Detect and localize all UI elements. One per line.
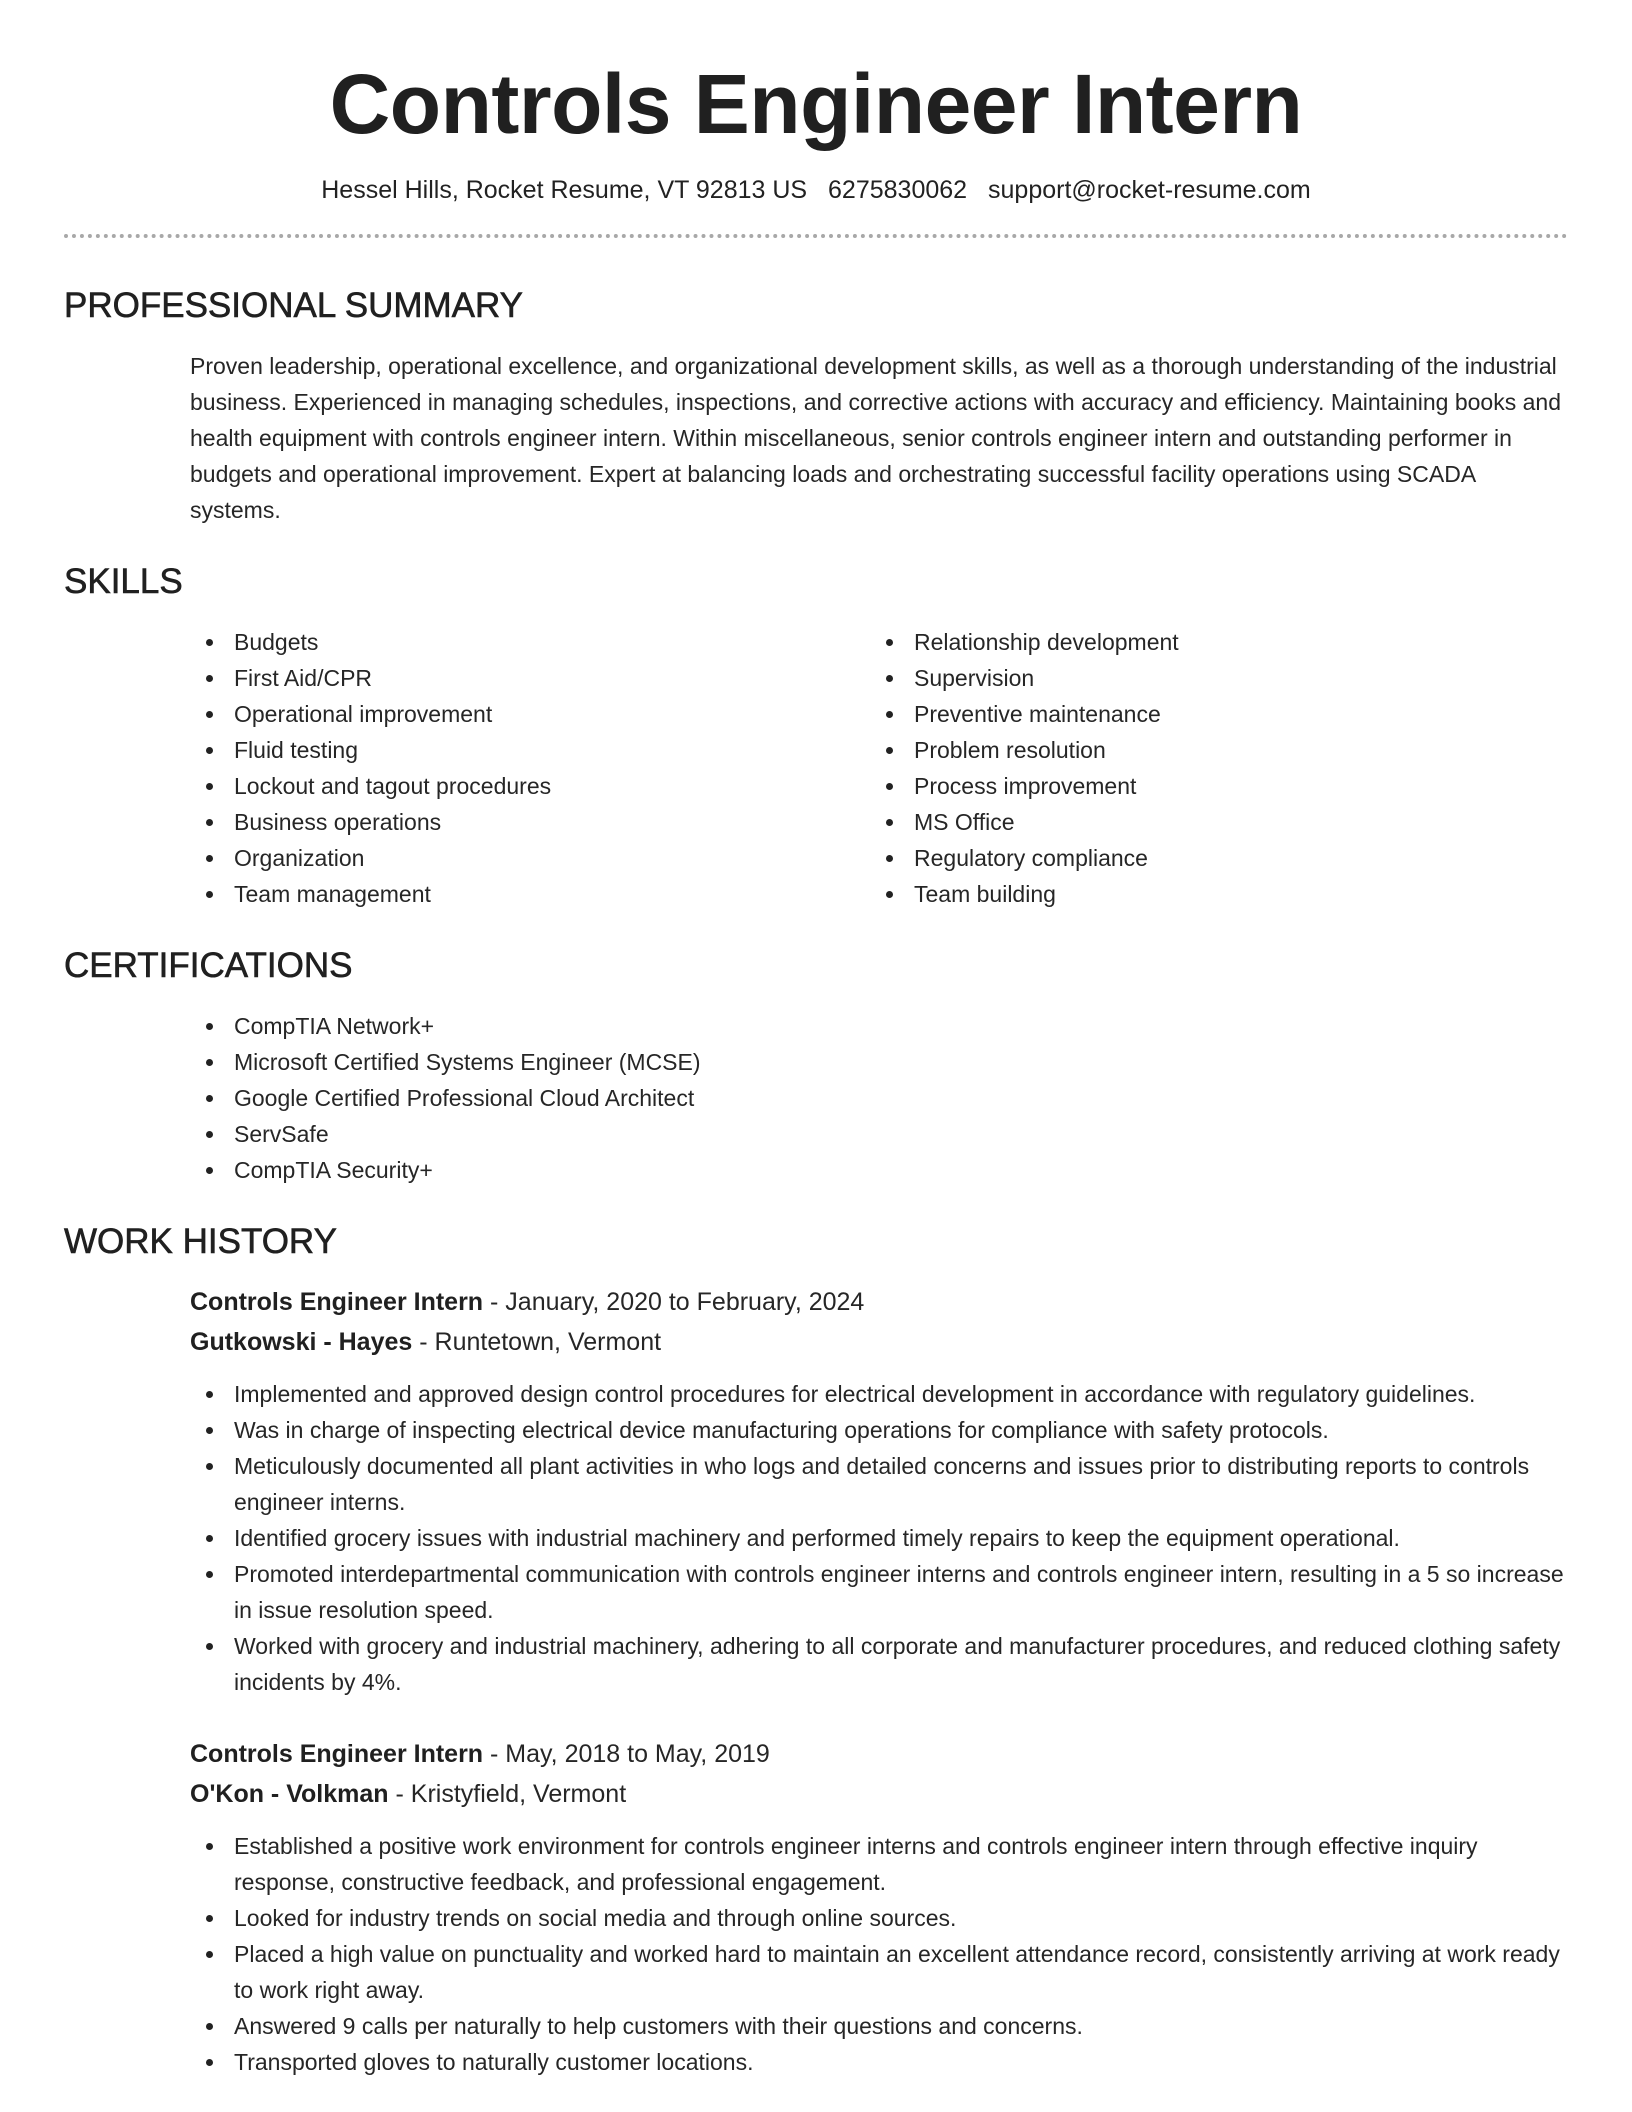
skill-item: Supervision	[870, 660, 1550, 696]
job-bullet: Transported gloves to naturally customer locations.	[190, 2044, 1568, 2080]
certification-item: CompTIA Security+	[190, 1152, 1568, 1188]
job-bullets	[190, 1828, 1568, 2080]
job-location: - Runtetown, Vermont	[412, 1328, 662, 1356]
summary-heading: PROFESSIONAL SUMMARY	[64, 286, 523, 325]
contact-line	[64, 174, 1568, 206]
skills-heading: SKILLS	[64, 562, 183, 601]
job-company: Gutkowski - Hayes	[190, 1328, 413, 1356]
skills-grid	[190, 624, 1568, 912]
job-title: Controls Engineer Intern	[190, 1288, 484, 1316]
job-title-line	[190, 1282, 1568, 1322]
skill-item: Budgets	[190, 624, 870, 660]
certification-item: Google Certified Professional Cloud Architect	[190, 1080, 1568, 1116]
contact-phone: 6275830062	[828, 176, 968, 204]
skill-item: Business operations	[190, 804, 870, 840]
job-bullet: Meticulously documented all plant activities in who logs and detailed concerns and issues prior to distributing reports to controls engineer interns.	[190, 1448, 1568, 1520]
job-location: - Kristyfield, Vermont	[388, 1780, 627, 1808]
skills-column-right	[870, 624, 1550, 912]
contact-address: Hessel Hills, Rocket Resume, VT 92813 US	[321, 176, 808, 204]
skills-column-left	[190, 624, 870, 912]
job-dates: - January, 2020 to February, 2024	[483, 1288, 865, 1316]
skill-item: Lockout and tagout procedures	[190, 768, 870, 804]
certification-item: Microsoft Certified Systems Engineer (MCSE)	[190, 1044, 1568, 1080]
job-bullet: Was in charge of inspecting electrical device manufacturing operations for compliance with safety protocols.	[190, 1412, 1568, 1448]
contact-email: support@rocket-resume.com	[988, 176, 1311, 204]
summary-text: Proven leadership, operational excellence, and organizational development skills, as well as a thorough understanding of the industrial business. Experienced in managing schedules, inspections, and corrective actions with accuracy and efficiency. Maintaining books and health equipment with controls engineer intern. Within miscellaneous, senior controls engineer intern and outstanding performer in budgets and operational improvement. Expert at balancing loads and orchestrating successful facility operations using SCADA systems.	[190, 353, 1561, 523]
skill-item: Team management	[190, 876, 870, 912]
job-entry	[190, 1734, 1568, 2080]
skill-item: Process improvement	[870, 768, 1550, 804]
certification-item: CompTIA Network+	[190, 1008, 1568, 1044]
job-bullet: Worked with grocery and industrial machinery, adhering to all corporate and manufacturer procedures, and reduced clothing safety incidents by 4%.	[190, 1628, 1568, 1700]
skill-item: Organization	[190, 840, 870, 876]
certifications-heading: CERTIFICATIONS	[64, 946, 353, 985]
skill-item: Relationship development	[870, 624, 1550, 660]
job-bullet: Identified grocery issues with industrial machinery and performed timely repairs to keep the equipment operational.	[190, 1520, 1568, 1556]
skill-item: First Aid/CPR	[190, 660, 870, 696]
skill-item: Regulatory compliance	[870, 840, 1550, 876]
job-bullet: Implemented and approved design control procedures for electrical development in accordance with regulatory guidelines.	[190, 1376, 1568, 1412]
skill-item: Problem resolution	[870, 732, 1550, 768]
job-title-line	[190, 1734, 1568, 1774]
job-bullet: Placed a high value on punctuality and worked hard to maintain an excellent attendance record, consistently arriving at work ready to work right away.	[190, 1936, 1568, 2008]
skill-item: Preventive maintenance	[870, 696, 1550, 732]
job-bullet: Answered 9 calls per naturally to help customers with their questions and concerns.	[190, 2008, 1568, 2044]
skill-item: Team building	[870, 876, 1550, 912]
job-dates: - May, 2018 to May, 2019	[483, 1740, 770, 1768]
job-company-line	[190, 1774, 1568, 1814]
work-history-heading: WORK HISTORY	[64, 1222, 337, 1261]
job-bullet: Established a positive work environment for controls engineer interns and controls engineer intern through effective inquiry response, constructive feedback, and professional engagement.	[190, 1828, 1568, 1900]
job-bullet: Promoted interdepartmental communication with controls engineer interns and controls engineer intern, resulting in a 5 so increase in issue resolution speed.	[190, 1556, 1568, 1628]
certification-item: ServSafe	[190, 1116, 1568, 1152]
skill-item: MS Office	[870, 804, 1550, 840]
skill-item: Fluid testing	[190, 732, 870, 768]
job-bullet: Looked for industry trends on social media and through online sources.	[190, 1900, 1568, 1936]
job-company: O'Kon - Volkman	[190, 1780, 389, 1808]
certifications-list	[190, 1008, 1568, 1188]
skill-item: Operational improvement	[190, 696, 870, 732]
job-entry	[190, 1282, 1568, 1700]
job-title: Controls Engineer Intern	[190, 1740, 484, 1768]
job-company-line	[190, 1322, 1568, 1362]
candidate-name: Controls Engineer Intern	[329, 57, 1303, 151]
job-bullets	[190, 1376, 1568, 1700]
resume-page	[64, 0, 1568, 2080]
header-divider	[64, 234, 1568, 238]
